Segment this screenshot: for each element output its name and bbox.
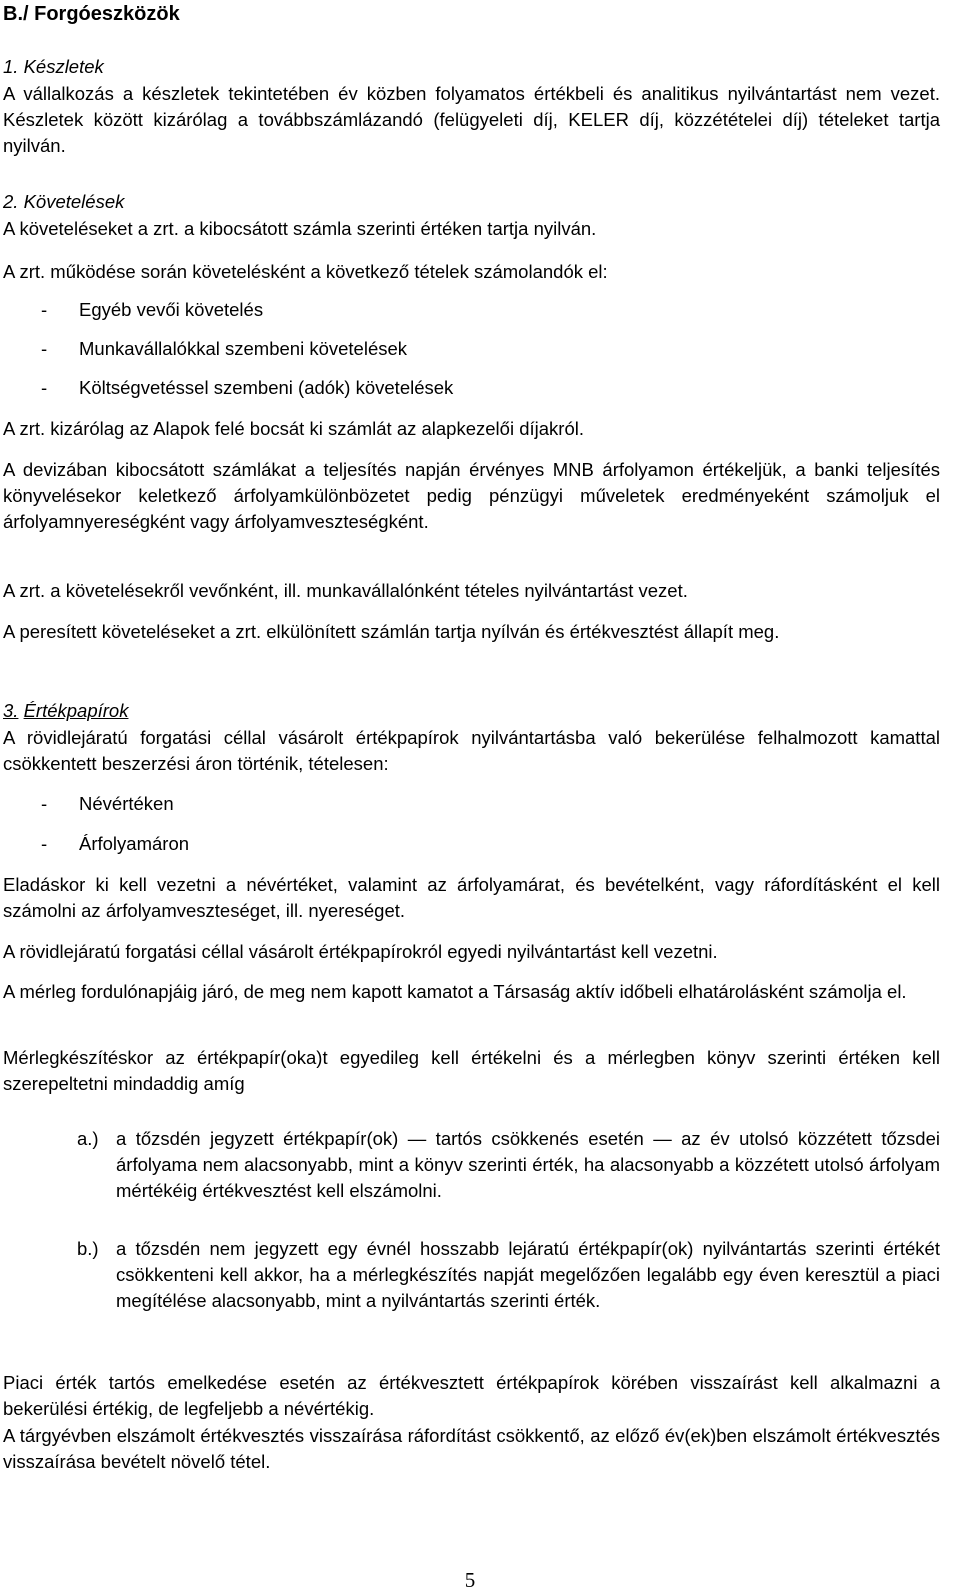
receivables-paragraph: A devizában kibocsátott számlákat a teljesítés napján érvényes MNB árfolyamon értékeljük, a banki teljesítés könyvelésekor keletkező árfolyamkülönbözetet pedig pénzügyi műveletek eredményeként számoljuk el árfolyamnyereségként vagy árfolyamveszteségként. <box>3 459 940 533</box>
case-marker: b.) <box>77 1238 99 1259</box>
list-item <box>41 832 190 856</box>
receivables-paragraph: A zrt. kizárólag az Alapok felé bocsát ki számlát az alapkezelői díjakról. <box>3 418 584 439</box>
section-title-text: Értékpapírok <box>23 700 129 721</box>
receivables-list-intro: A zrt. működése során követelésként a következő tételek számolandók el: <box>3 261 608 282</box>
securities-paragraph: Eladáskor ki kell vezetni a névértéket, valamint az árfolyamárat, és bevételként, vagy ráfordításként el kell számolni az árfolyamveszteséget, ill. nyereséget. <box>3 874 940 922</box>
page-heading: B./ Forgóeszközök <box>3 3 180 25</box>
dash-bullet: - <box>41 377 48 398</box>
list-item <box>41 337 408 361</box>
list-item <box>41 376 454 400</box>
section-number: 3. <box>3 700 19 721</box>
securities-paragraph: A mérleg fordulónapjáig járó, de meg nem kapott kamatot a Társaság aktív időbeli elhatárolásként számolja el. <box>3 981 907 1002</box>
list-item <box>41 298 264 322</box>
securities-intro: A rövidlejáratú forgatási céllal vásárolt értékpapírok nyilvántartásba való bekerülése felhalmozott kamattal csökkentett beszerzési áron történik, tételesen: <box>3 727 940 775</box>
receivables-paragraph: A peresített követeléseket a zrt. elkülönített számlán tartja nyílván és értékvesztést állapít meg. <box>3 621 780 642</box>
dash-bullet: - <box>41 299 48 320</box>
securities-paragraph: A tárgyévben elszámolt értékvesztés visszaírása ráfordítást csökkentő, az előző év(ek)ben elszámolt értékvesztés visszaírása bevételt növelő tétel. <box>3 1425 940 1473</box>
case-text: a tőzsdén jegyzett értékpapír(ok) — tartós csökkenés esetén — az év utolsó közzétett tőzsdei árfolyama nem alacsonyabb, mint a könyv szerinti érték, ha alacsonyabb a közzétett utolsó árfolyam mértékéig értékvesztést kell elszámolni. <box>116 1128 940 1202</box>
dash-bullet: - <box>41 793 48 814</box>
case-marker: a.) <box>77 1128 99 1149</box>
receivables-paragraph: A zrt. a követelésekről vevőnként, ill. munkavállalónként tételes nyilvántartást vezet. <box>3 580 688 601</box>
list-item-text: Munkavállalókkal szembeni követelések <box>79 338 408 359</box>
list-item <box>41 792 174 816</box>
dash-bullet: - <box>41 833 48 854</box>
securities-paragraph: Piaci érték tartós emelkedése esetén az értékvesztett értékpapírok körében visszaírást kell alkalmazni a bekerülési értékig, de legfeljebb a névértékig. <box>3 1372 940 1420</box>
section-title-receivables: 2. Követelések <box>3 191 125 212</box>
list-item-text: Névértéken <box>79 793 174 814</box>
securities-paragraph: Mérlegkészítéskor az értékpapír(oka)t egyedileg kell értékelni és a mérlegben könyv szerinti értéken kell szerepeltetni mindaddig amíg <box>3 1047 940 1095</box>
inventory-paragraph: A vállalkozás a készletek tekintetében év közben folyamatos értékbeli és analitikus nyilvántartást nem vezet. Készletek között kizárólag a továbbszámlázandó (felügyeleti díj, KELER díj, közzétételei díj) tételeket tartja nyilván. <box>3 83 940 157</box>
page-number: 5 <box>464 1568 476 1592</box>
list-item-text: Költségvetéssel szembeni (adók) követelések <box>79 377 454 398</box>
section-title-securities <box>3 698 940 724</box>
list-item-text: Árfolyamáron <box>79 833 190 854</box>
receivables-intro: A követeléseket a zrt. a kibocsátott számla szerinti értéken tartja nyilván. <box>3 218 597 239</box>
section-title-inventory: 1. Készletek <box>3 56 104 77</box>
case-text: a tőzsdén nem jegyzett egy évnél hosszabb lejáratú értékpapír(ok) nyilvántartás szerinti értékét csökkenteni kell akkor, ha a mérlegkészítés napját megelőzően legalább egy éven keresztül a piaci megítélése alacsonyabb, mint a nyilvántartás szerinti érték. <box>116 1238 940 1312</box>
dash-bullet: - <box>41 338 48 359</box>
list-item-text: Egyéb vevői követelés <box>79 299 264 320</box>
securities-paragraph: A rövidlejáratú forgatási céllal vásárolt értékpapírokról egyedi nyilvántartást kell vezetni. <box>3 941 718 962</box>
